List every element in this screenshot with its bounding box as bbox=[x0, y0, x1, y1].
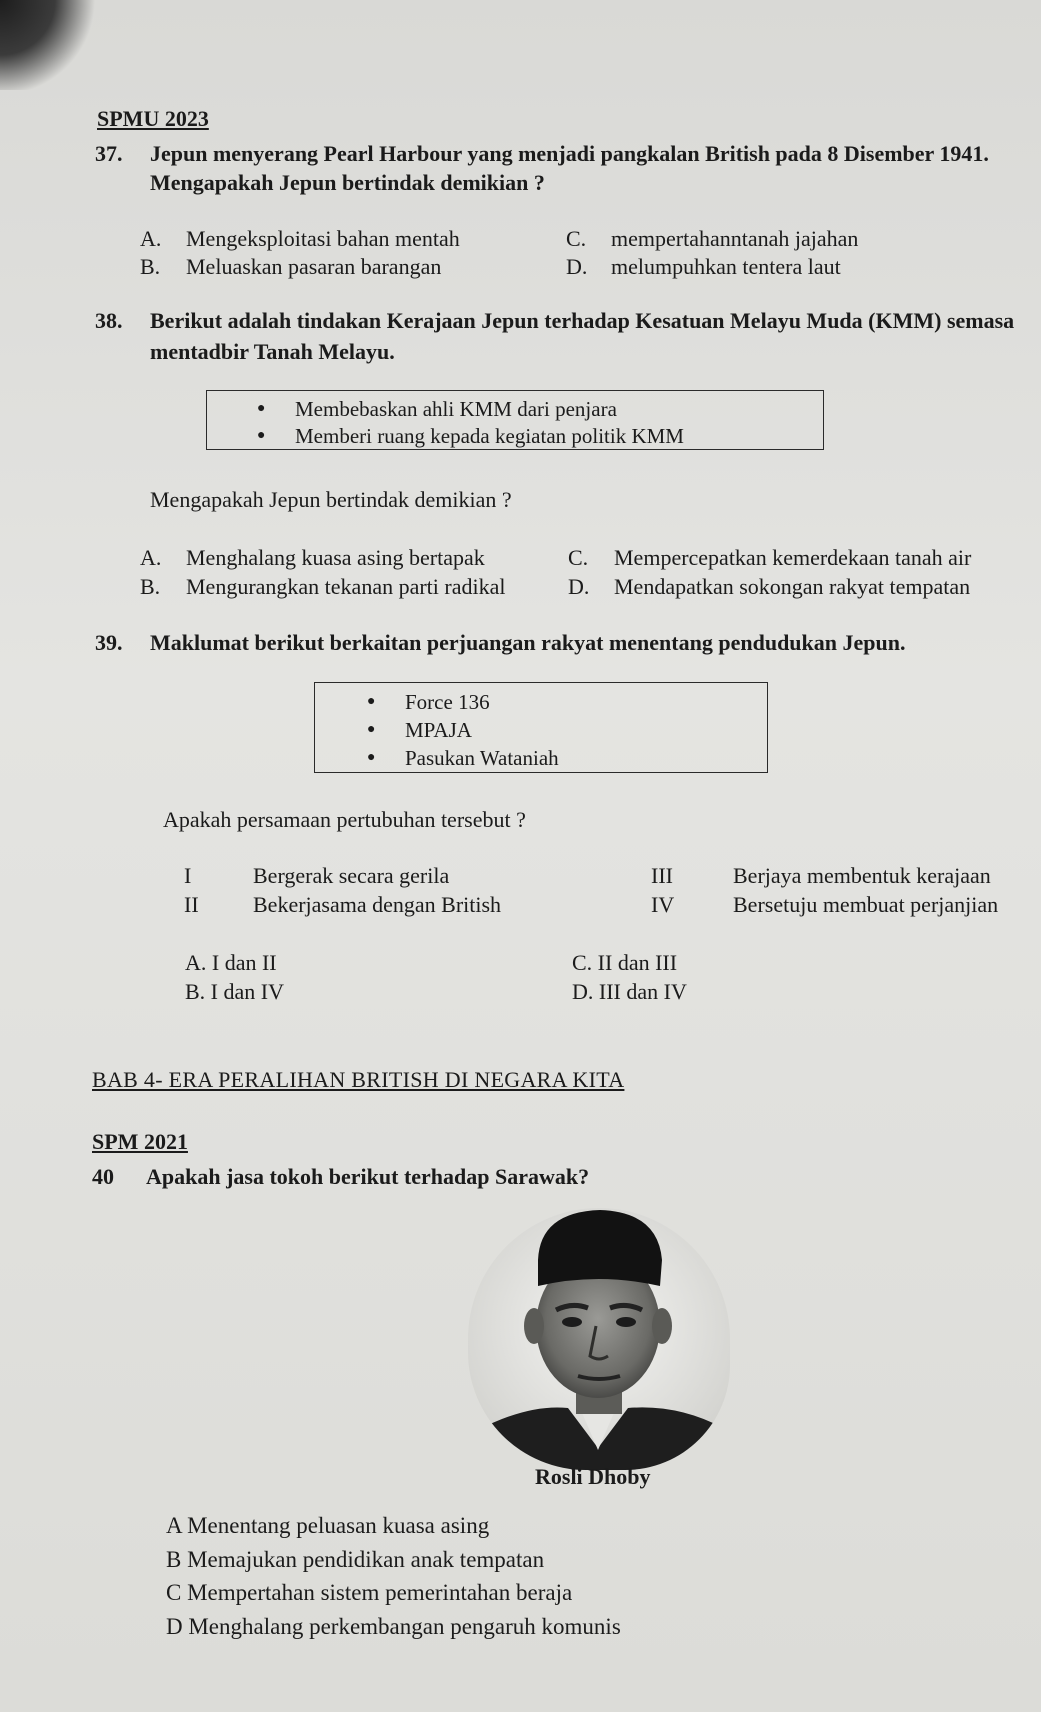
q38-box-item-2: ● Memberi ruang kepada kegiatan politik KMM bbox=[295, 424, 684, 449]
q39-option-a: A. I dan II bbox=[185, 950, 277, 975]
q37-option-b: Meluaskan pasaran barangan bbox=[186, 254, 442, 279]
q39-box-item-3: ● Pasukan Wataniah bbox=[405, 746, 559, 771]
q38-option-c-letter: C. bbox=[568, 545, 589, 570]
q39-statement-i-num: I bbox=[184, 863, 192, 888]
q39-stem: Maklumat berikut berkaitan perjuangan rakyat menentang pendudukan Jepun. bbox=[150, 630, 906, 655]
portrait-photo-rosli-dhoby bbox=[468, 1208, 730, 1470]
q37-stem-line1: Jepun menyerang Pearl Harbour yang menjadi pangkalan British pada 8 Disember 1941. bbox=[150, 141, 989, 166]
q38-stem-line2: mentadbir Tanah Melayu. bbox=[150, 339, 395, 364]
q39-statement-iv-num: IV bbox=[651, 892, 675, 917]
q37-option-d-letter: D. bbox=[566, 254, 588, 279]
q40-option-d: D Menghalang perkembangan pengaruh komunis bbox=[166, 1614, 621, 1639]
portrait-image bbox=[468, 1208, 730, 1470]
q38-option-d-letter: D. bbox=[568, 574, 590, 599]
q39-statement-iii-num: III bbox=[651, 863, 673, 888]
section-label-spm-2021: SPM 2021 bbox=[92, 1129, 188, 1154]
q39-option-c: C. II dan III bbox=[572, 950, 678, 975]
q38-question: Mengapakah Jepun bertindak demikian ? bbox=[150, 487, 512, 512]
q40-option-c: C Mempertahan sistem pemerintahan beraja bbox=[166, 1580, 573, 1605]
q39-option-d: D. III dan IV bbox=[572, 979, 687, 1004]
q39-number: 39. bbox=[95, 630, 123, 655]
q38-option-a-letter: A. bbox=[140, 545, 162, 570]
q37-stem-line2: Mengapakah Jepun bertindak demikian ? bbox=[150, 170, 545, 195]
q40-number: 40 bbox=[92, 1164, 114, 1189]
q39-box-item-2: ● MPAJA bbox=[405, 718, 472, 743]
q37-option-c: mempertahanntanah jajahan bbox=[611, 226, 859, 251]
q39-statement-i: Bergerak secara gerila bbox=[253, 863, 450, 888]
q39-statement-ii-num: II bbox=[184, 892, 199, 917]
photo-caption: Rosli Dhoby bbox=[535, 1464, 651, 1489]
q38-option-b-letter: B. bbox=[140, 574, 161, 599]
q39-statement-iv: Bersetuju membuat perjanjian bbox=[733, 892, 999, 917]
chapter-heading: BAB 4- ERA PERALIHAN BRITISH DI NEGARA KITA bbox=[92, 1067, 625, 1092]
q40-option-a: A Menentang peluasan kuasa asing bbox=[166, 1513, 490, 1538]
q38-stem-line1: Berikut adalah tindakan Kerajaan Jepun terhadap Kesatuan Melayu Muda (KMM) semasa bbox=[150, 308, 1015, 333]
q37-option-d: melumpuhkan tentera laut bbox=[611, 254, 841, 279]
q38-option-d: Mendapatkan sokongan rakyat tempatan bbox=[614, 574, 971, 599]
q39-question: Apakah persamaan pertubuhan tersebut ? bbox=[163, 807, 526, 832]
q38-number: 38. bbox=[95, 308, 123, 333]
q37-option-a: Mengeksploitasi bahan mentah bbox=[186, 226, 460, 251]
q39-statement-iii: Berjaya membentuk kerajaan bbox=[733, 863, 991, 888]
q38-option-a: Menghalang kuasa asing bertapak bbox=[186, 545, 485, 570]
q39-info-box bbox=[314, 682, 768, 773]
q39-statement-ii: Bekerjasama dengan British bbox=[253, 892, 502, 917]
q38-box-item-1: ● Membebaskan ahli KMM dari penjara bbox=[295, 397, 617, 422]
q38-option-b: Mengurangkan tekanan parti radikal bbox=[186, 574, 506, 599]
q38-option-c: Mempercepatkan kemerdekaan tanah air bbox=[614, 545, 972, 570]
q39-box-item-1: ● Force 136 bbox=[405, 690, 490, 715]
q37-option-b-letter: B. bbox=[140, 254, 161, 279]
q37-option-a-letter: A. bbox=[140, 226, 162, 251]
q37-number: 37. bbox=[95, 141, 123, 166]
section-label-spmu-2023: SPMU 2023 bbox=[97, 106, 209, 131]
q37-option-c-letter: C. bbox=[566, 226, 587, 251]
q38-info-box bbox=[206, 390, 824, 450]
q40-question: Apakah jasa tokoh berikut terhadap Sarawak? bbox=[146, 1164, 590, 1189]
q40-option-b: B Memajukan pendidikan anak tempatan bbox=[166, 1547, 545, 1572]
q39-option-b: B. I dan IV bbox=[185, 979, 284, 1004]
